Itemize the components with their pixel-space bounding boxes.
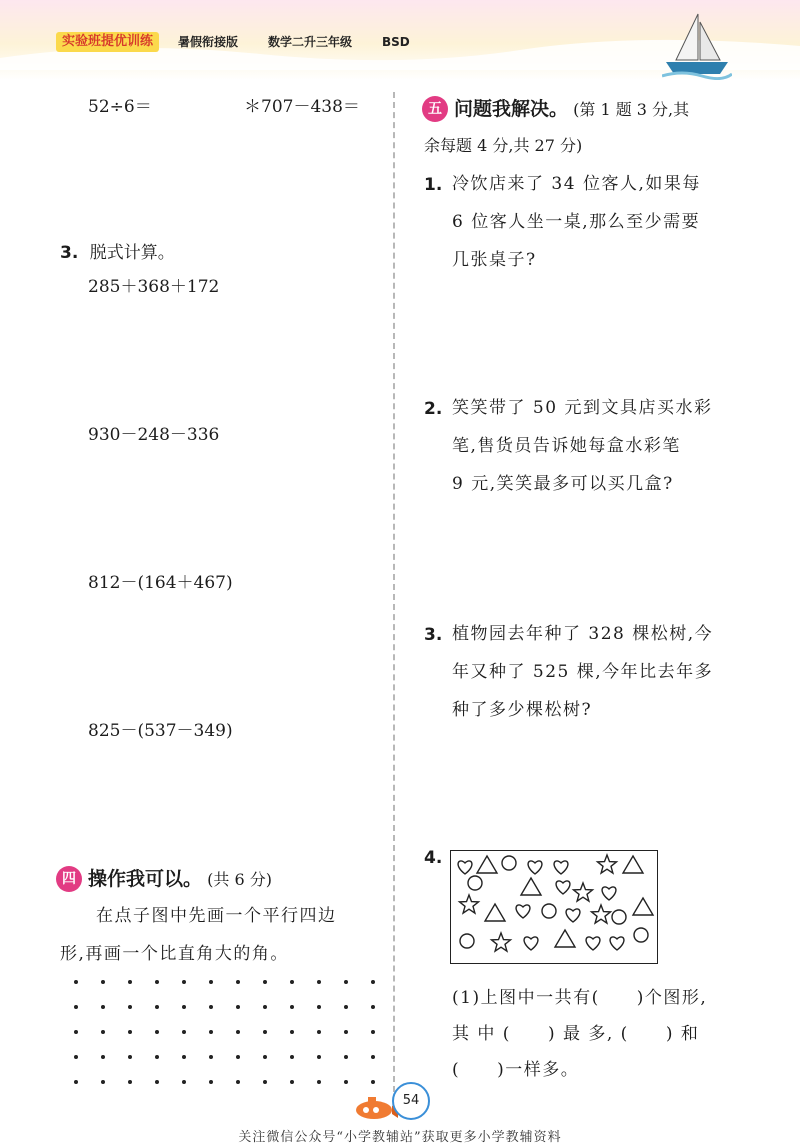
problem4-line-2: 其 中 ( ) 最 多, ( ) 和 — [452, 1024, 700, 1044]
grid-dot — [209, 1055, 213, 1059]
grid-dot — [236, 1055, 240, 1059]
problem2-line-2: 笔,售货员告诉她每盒水彩笔 — [452, 436, 681, 456]
section5-heading — [454, 95, 689, 124]
problem4-line-1: (1)上图中一共有( )个图形, — [452, 988, 708, 1008]
grid-dot — [155, 1005, 159, 1009]
problem1-line-3: 几张桌子? — [452, 250, 537, 270]
circle-shape — [502, 856, 516, 870]
grid-dot — [101, 980, 105, 984]
grid-dot — [344, 1005, 348, 1009]
section4-text-1: 在点子图中先画一个平行四边 — [96, 906, 337, 926]
grid-dot — [236, 1005, 240, 1009]
grid-dot — [344, 1080, 348, 1084]
triangle-shape — [521, 878, 541, 895]
dot-grid[interactable] — [72, 978, 382, 1088]
heart-shape — [516, 905, 530, 918]
triangle-shape — [633, 898, 653, 915]
triangle-shape — [485, 904, 505, 921]
heart-shape — [610, 937, 624, 950]
section5-badge: 五 — [422, 96, 448, 122]
grid-dot — [371, 1080, 375, 1084]
section5-title: 问题我解决。 — [454, 98, 569, 120]
problem4-line-3: ( )一样多。 — [452, 1060, 580, 1080]
heart-shape — [458, 861, 472, 874]
grid-dot — [290, 1055, 294, 1059]
grid-dot — [344, 980, 348, 984]
problem2-line-1: 笑笑带了 50 元到文具店买水彩 — [452, 398, 713, 418]
heart-shape — [566, 909, 580, 922]
section4-text-2: 形,再画一个比直角大的角。 — [60, 944, 289, 964]
grid-dot — [74, 980, 78, 984]
grid-dot — [317, 1005, 321, 1009]
grid-dot — [101, 1005, 105, 1009]
grid-dot — [155, 1080, 159, 1084]
grid-dot — [74, 1030, 78, 1034]
grid-dot — [290, 1080, 294, 1084]
grid-dot — [209, 1005, 213, 1009]
section4-title: 操作我可以。 — [88, 868, 203, 890]
grid-dot — [74, 1055, 78, 1059]
grid-dot — [182, 1080, 186, 1084]
footer-note: 关注微信公众号“小学教辅站”获取更多小学教辅资料 — [238, 1130, 562, 1145]
circle-shape — [542, 904, 556, 918]
grid-dot — [128, 1005, 132, 1009]
section5-score-cont: 余每题 4 分,共 27 分) — [424, 136, 583, 155]
section5-score: (第 1 题 3 分,其 — [573, 100, 690, 119]
grid-dot — [317, 980, 321, 984]
triangle-shape — [477, 856, 497, 873]
grid-dot — [236, 980, 240, 984]
problem1-line-2: 6 位客人坐一桌,那么至少需要 — [452, 212, 701, 232]
column-divider — [393, 92, 395, 1092]
grid-dot — [182, 1030, 186, 1034]
problem2-number: 2. — [424, 399, 443, 419]
shapes-svg — [451, 851, 657, 963]
grid-dot — [290, 1030, 294, 1034]
grid-dot — [371, 1030, 375, 1034]
publisher-label: BSD — [382, 35, 410, 49]
expression-4: 825－(537－349) — [88, 721, 233, 741]
grid-dot — [263, 1030, 267, 1034]
heart-shape — [524, 937, 538, 950]
q3-number: 3. — [60, 243, 79, 263]
calc-item-1: 52÷6＝ — [88, 97, 152, 117]
grid-dot — [344, 1055, 348, 1059]
problem3-line-3: 种了多少棵松树? — [452, 700, 593, 720]
star-shape — [574, 883, 593, 901]
heart-shape — [556, 881, 570, 894]
problem3-line-2: 年又种了 525 棵,今年比去年多 — [452, 662, 714, 682]
circle-shape — [634, 928, 648, 942]
heart-shape — [586, 937, 600, 950]
grid-dot — [236, 1080, 240, 1084]
star-shape — [460, 895, 479, 913]
circle-shape — [612, 910, 626, 924]
heart-shape — [602, 887, 616, 900]
grid-dot — [182, 1055, 186, 1059]
heart-shape — [554, 861, 568, 874]
problem1-line-1: 冷饮店来了 34 位客人,如果每 — [452, 174, 701, 194]
grid-dot — [155, 1055, 159, 1059]
grid-dot — [101, 1030, 105, 1034]
grid-dot — [317, 1030, 321, 1034]
grid-dot — [182, 1005, 186, 1009]
grid-dot — [74, 1080, 78, 1084]
grid-dot — [128, 1055, 132, 1059]
grid-dot — [101, 1055, 105, 1059]
grid-dot — [263, 1005, 267, 1009]
grid-dot — [263, 1080, 267, 1084]
page-number: 54 — [392, 1082, 430, 1120]
problem1-number: 1. — [424, 175, 443, 195]
problem4-number: 4. — [424, 848, 443, 868]
grid-dot — [263, 1055, 267, 1059]
calc-item-2: ＊707－438＝ — [244, 97, 360, 117]
shapes-figure — [450, 850, 658, 964]
problem2-line-3: 9 元,笑笑最多可以买几盒? — [452, 474, 674, 494]
section4-heading — [88, 865, 272, 894]
grid-dot — [209, 980, 213, 984]
problem3-number: 3. — [424, 625, 443, 645]
expression-2: 930－248－336 — [88, 425, 220, 445]
grid-dot — [101, 1080, 105, 1084]
grid-dot — [209, 1030, 213, 1034]
grid-dot — [128, 1030, 132, 1034]
problem3-line-1: 植物园去年种了 328 棵松树,今 — [452, 624, 714, 644]
triangle-shape — [623, 856, 643, 873]
grid-dot — [128, 1080, 132, 1084]
edition-label: 暑假衔接版 — [178, 35, 239, 49]
q3-heading — [60, 240, 175, 266]
star-shape — [592, 905, 611, 923]
grid-dot — [371, 1005, 375, 1009]
grid-dot — [290, 980, 294, 984]
grid-dot — [74, 1005, 78, 1009]
circle-shape — [460, 934, 474, 948]
grid-dot — [236, 1030, 240, 1034]
grid-dot — [344, 1030, 348, 1034]
triangle-shape — [555, 930, 575, 947]
grid-dot — [155, 1030, 159, 1034]
grid-dot — [371, 980, 375, 984]
grid-dot — [128, 980, 132, 984]
grid-dot — [155, 980, 159, 984]
grid-dot — [371, 1055, 375, 1059]
heart-shape — [528, 861, 542, 874]
section4-score: (共 6 分) — [207, 870, 272, 889]
grid-dot — [209, 1080, 213, 1084]
expression-3: 812－(164＋467) — [88, 573, 233, 593]
star-shape — [492, 933, 511, 951]
grid-dot — [263, 980, 267, 984]
sailboat-icon — [662, 10, 732, 80]
grid-dot — [317, 1055, 321, 1059]
expression-1: 285＋368＋172 — [88, 277, 220, 297]
subject-label: 数学二升三年级 — [268, 35, 353, 49]
q3-title: 脱式计算。 — [89, 243, 175, 263]
circle-shape — [468, 876, 482, 890]
section4-badge: 四 — [56, 866, 82, 892]
star-shape — [598, 855, 617, 873]
brand-label: 实验班提优训练 — [56, 32, 159, 52]
grid-dot — [290, 1005, 294, 1009]
grid-dot — [317, 1080, 321, 1084]
grid-dot — [182, 980, 186, 984]
